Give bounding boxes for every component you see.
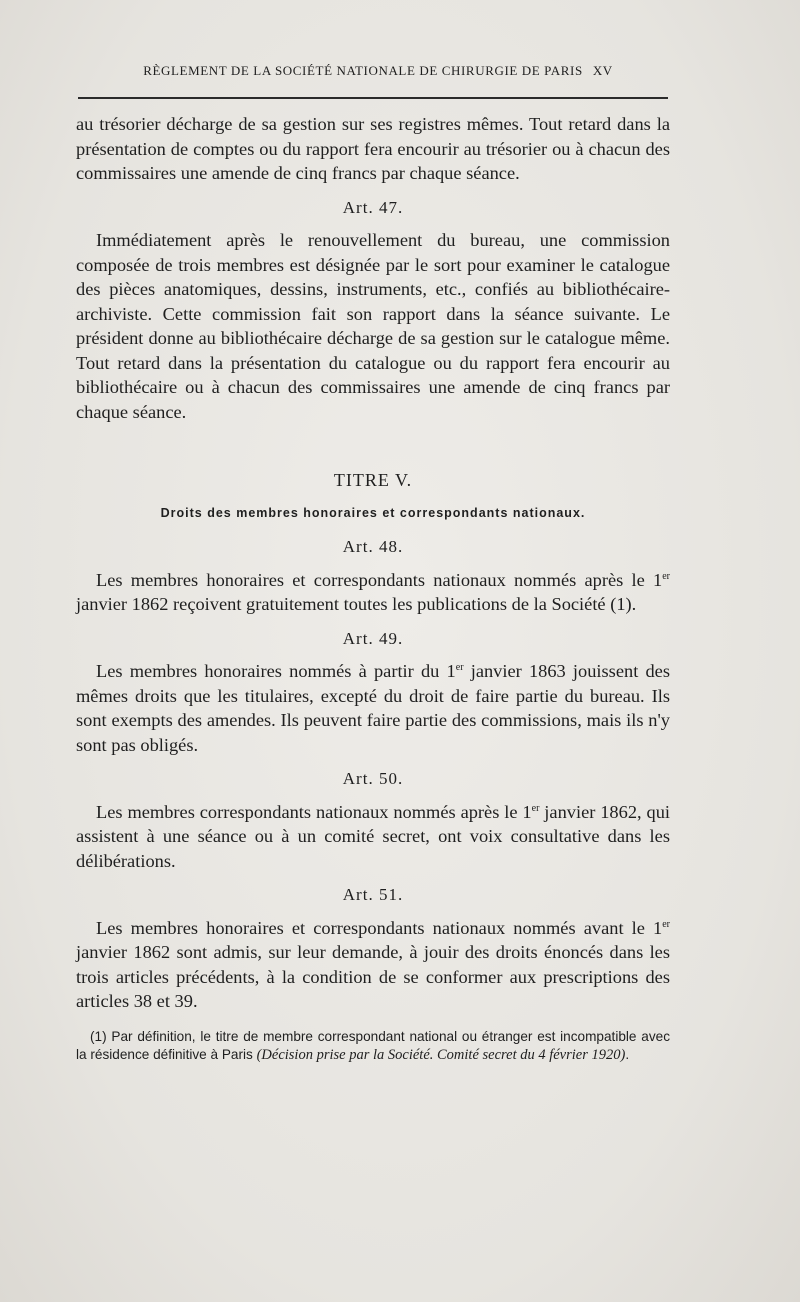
header-rule — [78, 97, 668, 99]
superscript: er — [662, 570, 670, 582]
article-49-heading: Art. 49. — [342, 628, 404, 648]
superscript: er — [531, 802, 540, 814]
titre-heading: TITRE V. — [333, 470, 413, 490]
superscript: er — [455, 661, 464, 673]
running-header — [78, 63, 678, 79]
article-51-text-part: Les membres honoraires et correspondants nationaux nommés avant le 1 — [96, 917, 663, 938]
article-50-text-part: janvier 1862, qui assistent à une séance ou à un comité secret, ont voix consultative dans les délibérations. — [76, 801, 671, 871]
article-51-text-part: janvier 1862 sont admis, sur leur demande, à jouir des droits énoncés dans les trois articles précédents, à la condition de se conformer aux prescriptions des articles 38 et 39. — [76, 942, 670, 1011]
footnote — [76, 1028, 670, 1065]
header-title: RÈGLEMENT DE LA SOCIÉTÉ NATIONALE DE CHIRURGIE DE PARIS — [143, 63, 583, 78]
footnote-text-part: (1) Par définition, le titre de membre correspondant national ou étranger est incompatible avec la résidence définitive à Paris — [76, 1028, 670, 1062]
article-48-heading: Art. 48. — [342, 537, 404, 556]
article-50-heading: Art. 50. — [342, 769, 404, 788]
page-number: XV — [592, 63, 613, 78]
footnote-text — [76, 1028, 670, 1065]
titre-subtitle: Droits des membres honoraires et correspondants nationaux. — [160, 505, 586, 520]
footnote-text-end: . — [625, 1047, 630, 1062]
article-48-text-part: janvier 1862 reçoivent gratuitement toutes les publications de la Société (1). — [76, 594, 637, 614]
article-48-text-part: Les membres honoraires et correspondants nationaux nommés après le 1 — [96, 569, 663, 590]
footnote-italic: (Décision prise par la Société. Comité secret du 4 février 1920) — [256, 1047, 626, 1063]
article-47-text: Immédiatement après le renouvellement du bureau, une commission composée de trois membres est désignée par le sort pour examiner le catalogue des pièces anatomiques, dessins, instruments, etc., confiés au bibliothécaire-archiviste. Cette commission fait son rapport dans la séance suivante. Le président donne au bibliothécaire décharge de sa gestion sur le catalogue même. Tout retard dans la présentation du catalogue ou du rapport fera encourir au bibliothécaire ou à chacun des commissaires une amende de cinq francs par chaque séance. — [76, 230, 670, 422]
article-50-text — [76, 800, 670, 874]
page-body — [76, 112, 670, 1065]
article-51-heading: Art. 51. — [342, 885, 404, 904]
article-50-text-part: Les membres correspondants nationaux nommés après le 1 — [96, 801, 532, 822]
continuation-paragraph: au trésorier décharge de sa gestion sur ses registres mêmes. Tout retard dans la présentation de comptes ou du rapport fera encourir au trésorier ou à chacun des commissaires une amende de cinq francs par chaque séance. — [76, 114, 670, 183]
article-49-text-part: janvier 1863 jouissent des mêmes droits que les titulaires, excepté du droit de faire partie du bureau. Ils sont exempts des amendes. Ils peuvent faire partie des commissions, mais ils n'y sont pas obligés. — [76, 661, 670, 755]
article-48-text — [76, 568, 670, 617]
superscript: er — [662, 918, 670, 930]
article-51-text — [76, 916, 670, 1014]
article-49-text-part: Les membres honoraires nommés à partir du 1 — [96, 661, 456, 681]
article-47-heading: Art. 47. — [342, 197, 404, 217]
article-49-text — [76, 659, 670, 757]
